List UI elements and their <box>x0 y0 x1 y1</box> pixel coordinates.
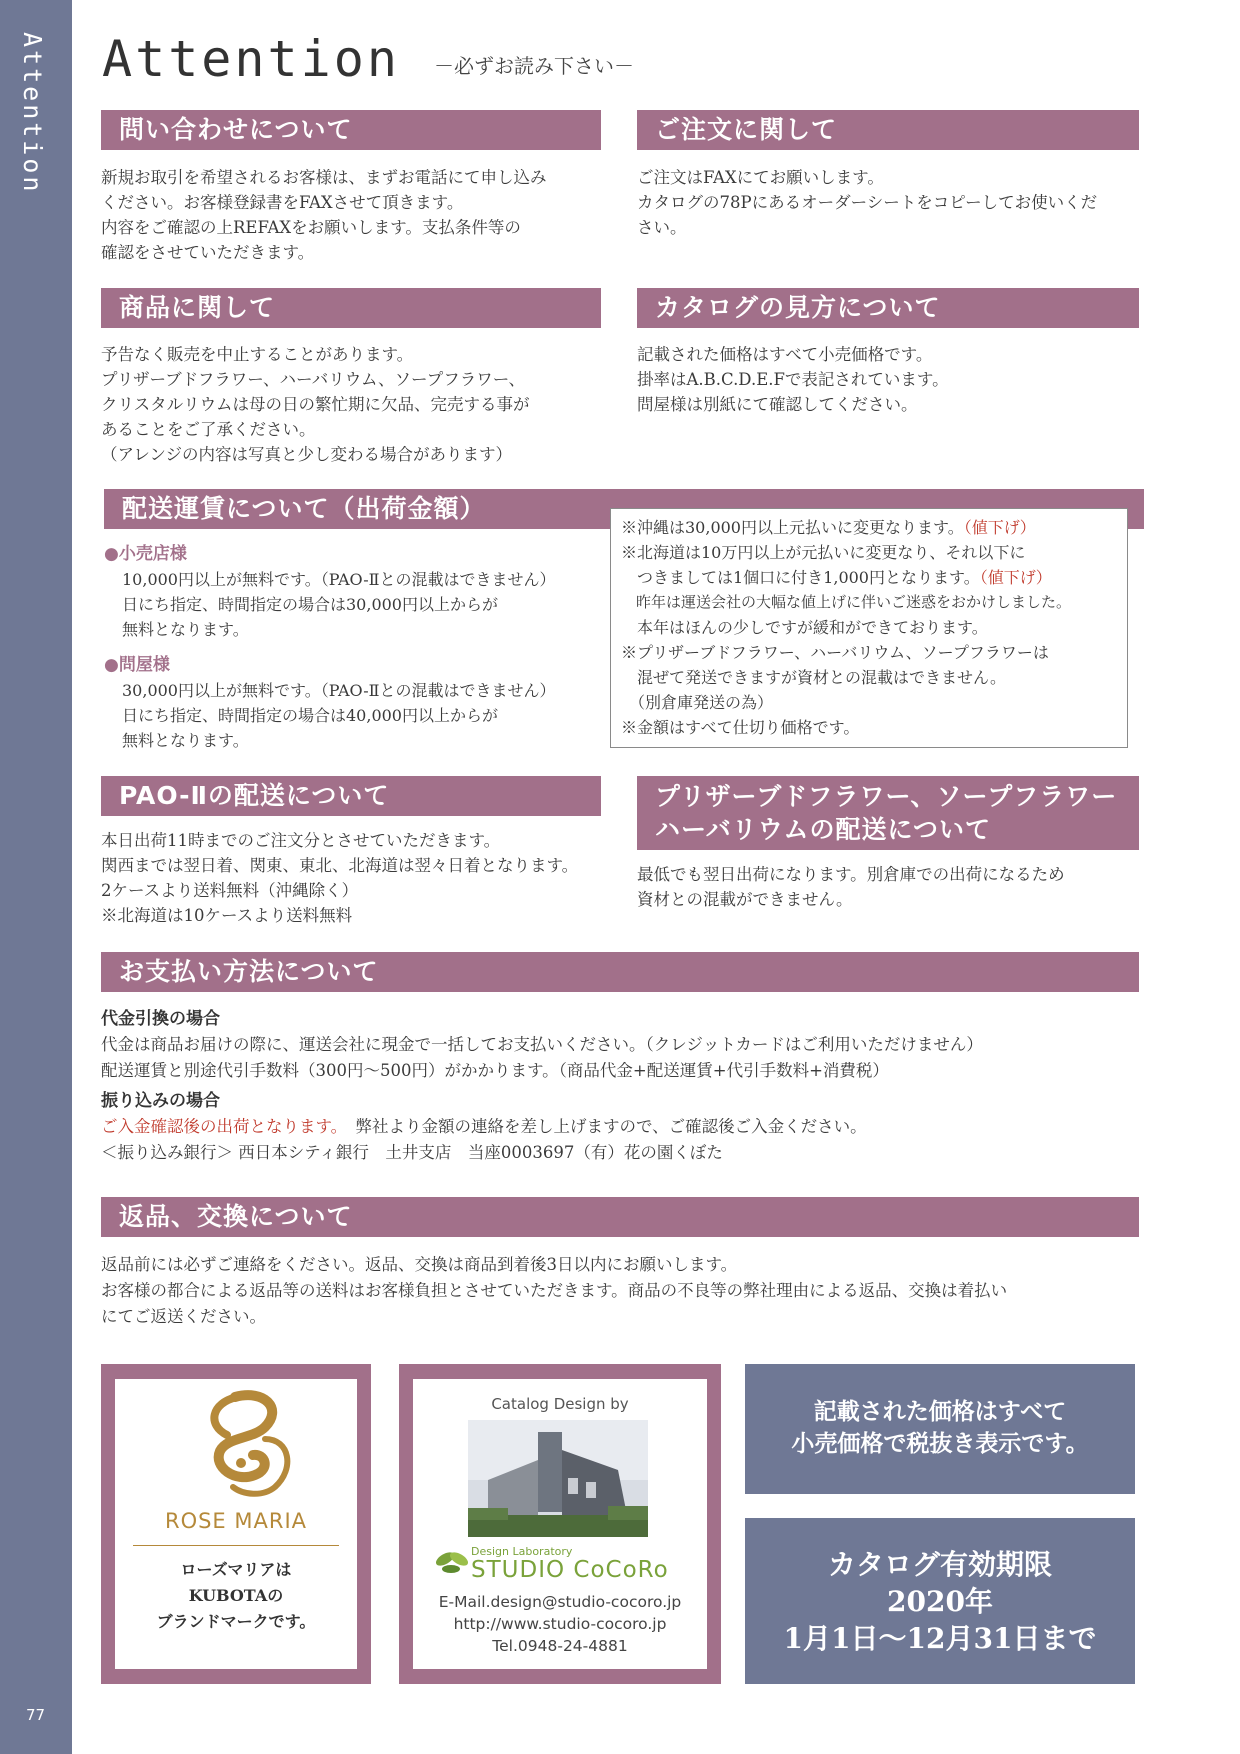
studio-subtitle: Design Laboratory <box>471 1545 573 1558</box>
price-down-tag: （値下げ） <box>979 568 1052 587</box>
text-line: お客様の都合による返品等の送料はお客様負担とさせていただきます。商品の不良等の弊社理由による返品、交換は着払い <box>101 1281 1008 1300</box>
studio-name: STUDIO CoCoRo <box>471 1557 669 1583</box>
brand-caption <box>115 1557 357 1635</box>
text-line: 2020年 <box>887 1585 993 1618</box>
page-title: Attention <box>102 30 400 88</box>
text-line: 予告なく販売を中止することがあります。 <box>101 345 414 364</box>
text-line: 日にち指定、時間指定の場合は30,000円以上からが <box>122 595 498 614</box>
shipping-notes-box <box>610 508 1128 748</box>
catalog-guide-heading: カタログの見方について <box>637 288 1139 328</box>
text-line: 関西までは翌日着、関東、東北、北海道は翌々日着となります。 <box>101 856 579 875</box>
design-credit-inner <box>413 1379 707 1669</box>
price-notice-box <box>745 1364 1135 1494</box>
inquiry-heading: 問い合わせについて <box>101 110 601 150</box>
payment-text <box>101 1006 983 1166</box>
text-line: にてご返送ください。 <box>101 1307 266 1326</box>
text-line: 小売価格で税抜き表示です。 <box>791 1430 1089 1457</box>
preserved-text <box>637 862 1065 912</box>
note-line: 本年はほんの少しですが緩和ができております。 <box>621 618 988 637</box>
text-line: 資材との混載ができません。 <box>637 890 853 909</box>
cod-heading: 代金引換の場合 <box>101 1009 220 1029</box>
text-line: 新規お取引を希望されるお客様は、まずお電話にて申し込み <box>101 168 547 187</box>
studio-tel: Tel.0948-24-4881 <box>492 1637 628 1655</box>
bank-info: ＜振り込み銀行＞ 西日本シティ銀行 土井支店 当座0003697（有）花の園くぼた <box>101 1143 723 1162</box>
wholesale-heading: ●問屋様 <box>104 655 170 675</box>
text-line: （アレンジの内容は写真と少し変わる場合があります） <box>101 445 513 464</box>
heading-line: ハーバリウムの配送について <box>655 815 992 844</box>
preserved-heading <box>637 776 1139 850</box>
transfer-heading: 振り込みの場合 <box>101 1091 220 1111</box>
order-text <box>637 165 1097 240</box>
note-line: 昨年は運送会社の大幅な値上げに伴いご迷惑をおかけしました。 <box>621 593 1072 611</box>
note-line: ※金額はすべて仕切り価格です。 <box>621 718 860 737</box>
text-line: 記載された価格はすべて小売価格です。 <box>637 345 933 364</box>
text-line: 配送運賃と別途代引手数料（300円～500円）がかかります。（商品代金+配送運賃+代引手数料+消費税） <box>101 1061 889 1080</box>
text-line: 掛率はA.B.C.D.E.Fで表記されています。 <box>637 370 949 389</box>
text-line: ご入金確認後の出荷となります。 弊社より金額の連絡を差し上げますので、ご確認後ご入金ください。 <box>101 1117 867 1136</box>
products-text <box>101 342 530 467</box>
inquiry-text <box>101 165 547 265</box>
text-line: 最低でも翌日出荷になります。別倉庫での出荷になるため <box>637 865 1065 884</box>
sidebar-label: Attention <box>18 32 47 195</box>
text-line: 本日出荷11時までのご注文分とさせていただきます。 <box>101 831 501 850</box>
catalog-validity-box <box>745 1518 1135 1684</box>
building-photo <box>468 1420 648 1537</box>
sidebar <box>0 0 72 1754</box>
text-line: ※北海道は10ケースより送料無料 <box>101 906 353 925</box>
note-line: ※沖縄は30,000円以上元払いに変更なります。（値下げ） <box>621 518 1036 537</box>
note-line: 混ぜて発送できますが資材との混載はできません。 <box>621 668 1006 687</box>
text-line: プリザーブドフラワー、ハーバリウム、ソープフラワー、 <box>101 370 526 389</box>
text-line: 記載された価格はすべて <box>813 1398 1067 1425</box>
order-heading: ご注文に関して <box>637 110 1139 150</box>
text-line: ください。お客様登録書をFAXさせて頂きます。 <box>101 193 464 212</box>
shipping-retail <box>104 542 556 642</box>
note-line: つきましては1個口に付き1,000円となります。（値下げ） <box>621 568 1052 587</box>
text-line: クリスタルリウムは母の日の繁忙期に欠品、完売する事が <box>101 395 530 414</box>
returns-heading: 返品、交換について <box>101 1197 1139 1237</box>
text-line: 2ケースより送料無料（沖縄除く） <box>101 881 359 900</box>
retail-heading: ●小売店様 <box>104 544 187 564</box>
pao-heading: PAO-Ⅱの配送について <box>101 776 601 816</box>
studio-email[interactable]: E-Mail.design@studio-cocoro.jp <box>438 1593 682 1611</box>
note-line: （別倉庫発送の為） <box>621 693 774 712</box>
text-line: 確認をさせていただきます。 <box>101 243 315 262</box>
text-line: 返品前には必ずご連絡をください。返品、交換は商品到着後3日以内にお願いします。 <box>101 1255 738 1274</box>
text-line: 内容をご確認の上REFAXをお願いします。支払条件等の <box>101 218 521 237</box>
text-line: ご注文はFAXにてお願いします。 <box>637 168 884 187</box>
brand-card-inner <box>115 1379 357 1669</box>
text-line: あることをご了承ください。 <box>101 420 316 439</box>
payment-heading: お支払い方法について <box>101 952 1139 992</box>
text-line: さい。 <box>637 218 687 237</box>
text-line: KUBOTAの <box>188 1586 284 1605</box>
page-number: 77 <box>26 1706 46 1724</box>
text-line: 無料となります。 <box>122 620 249 639</box>
text-line: カタログの78Pにあるオーダーシートをコピーしてお使いくだ <box>637 193 1098 212</box>
text-line: ブランドマークです。 <box>156 1612 316 1631</box>
text-line: 1月1日～12月31日まで <box>783 1622 1097 1655</box>
text-line: 問屋様は別紙にて確認してください。 <box>637 395 918 414</box>
page-subtitle: －必ずお読み下さい－ <box>434 54 634 78</box>
brand-divider <box>133 1545 339 1546</box>
note-line: ※プリザーブドフラワー、ハーバリウム、ソープフラワーは <box>621 643 1049 662</box>
products-heading: 商品に関して <box>101 288 601 328</box>
note-line: ※北海道は10万円以上が元払いに変更なり、それ以下に <box>621 543 1026 562</box>
design-credit-label: Catalog Design by <box>491 1395 629 1413</box>
leaf-icon <box>433 1547 471 1577</box>
price-down-tag: （値下げ） <box>963 518 1036 537</box>
brand-logo-text: ROSE MARIA <box>164 1509 308 1533</box>
text-line: 10,000円以上が無料です。（PAO-Ⅱとの混載はできません） <box>122 570 556 589</box>
text-line: 無料となります。 <box>122 731 249 750</box>
shipping-wholesale <box>104 653 556 753</box>
text-line: 30,000円以上が無料です。（PAO-Ⅱとの混載はできません） <box>122 681 556 700</box>
rose-maria-logo-icon <box>115 1379 357 1509</box>
text-line: カタログ有効期限 <box>827 1548 1052 1581</box>
shipping-heading: 配送運賃について（出荷金額） <box>104 489 1144 529</box>
catalog-guide-text <box>637 342 949 417</box>
studio-url[interactable]: http://www.studio-cocoro.jp <box>453 1615 667 1633</box>
heading-line: プリザーブドフラワー、ソープフラワー <box>655 782 1118 811</box>
text-line: ローズマリアは <box>180 1560 292 1579</box>
pao-text <box>101 828 578 928</box>
returns-text <box>101 1252 1007 1330</box>
text-line: 日にち指定、時間指定の場合は40,000円以上からが <box>122 706 498 725</box>
studio-contact <box>413 1591 707 1657</box>
text-line: 代金は商品お届けの際に、運送会社に現金で一括してお支払いください。（クレジットカードはご利用いただけません） <box>101 1035 983 1054</box>
transfer-notice: ご入金確認後の出荷となります。 <box>101 1117 339 1136</box>
